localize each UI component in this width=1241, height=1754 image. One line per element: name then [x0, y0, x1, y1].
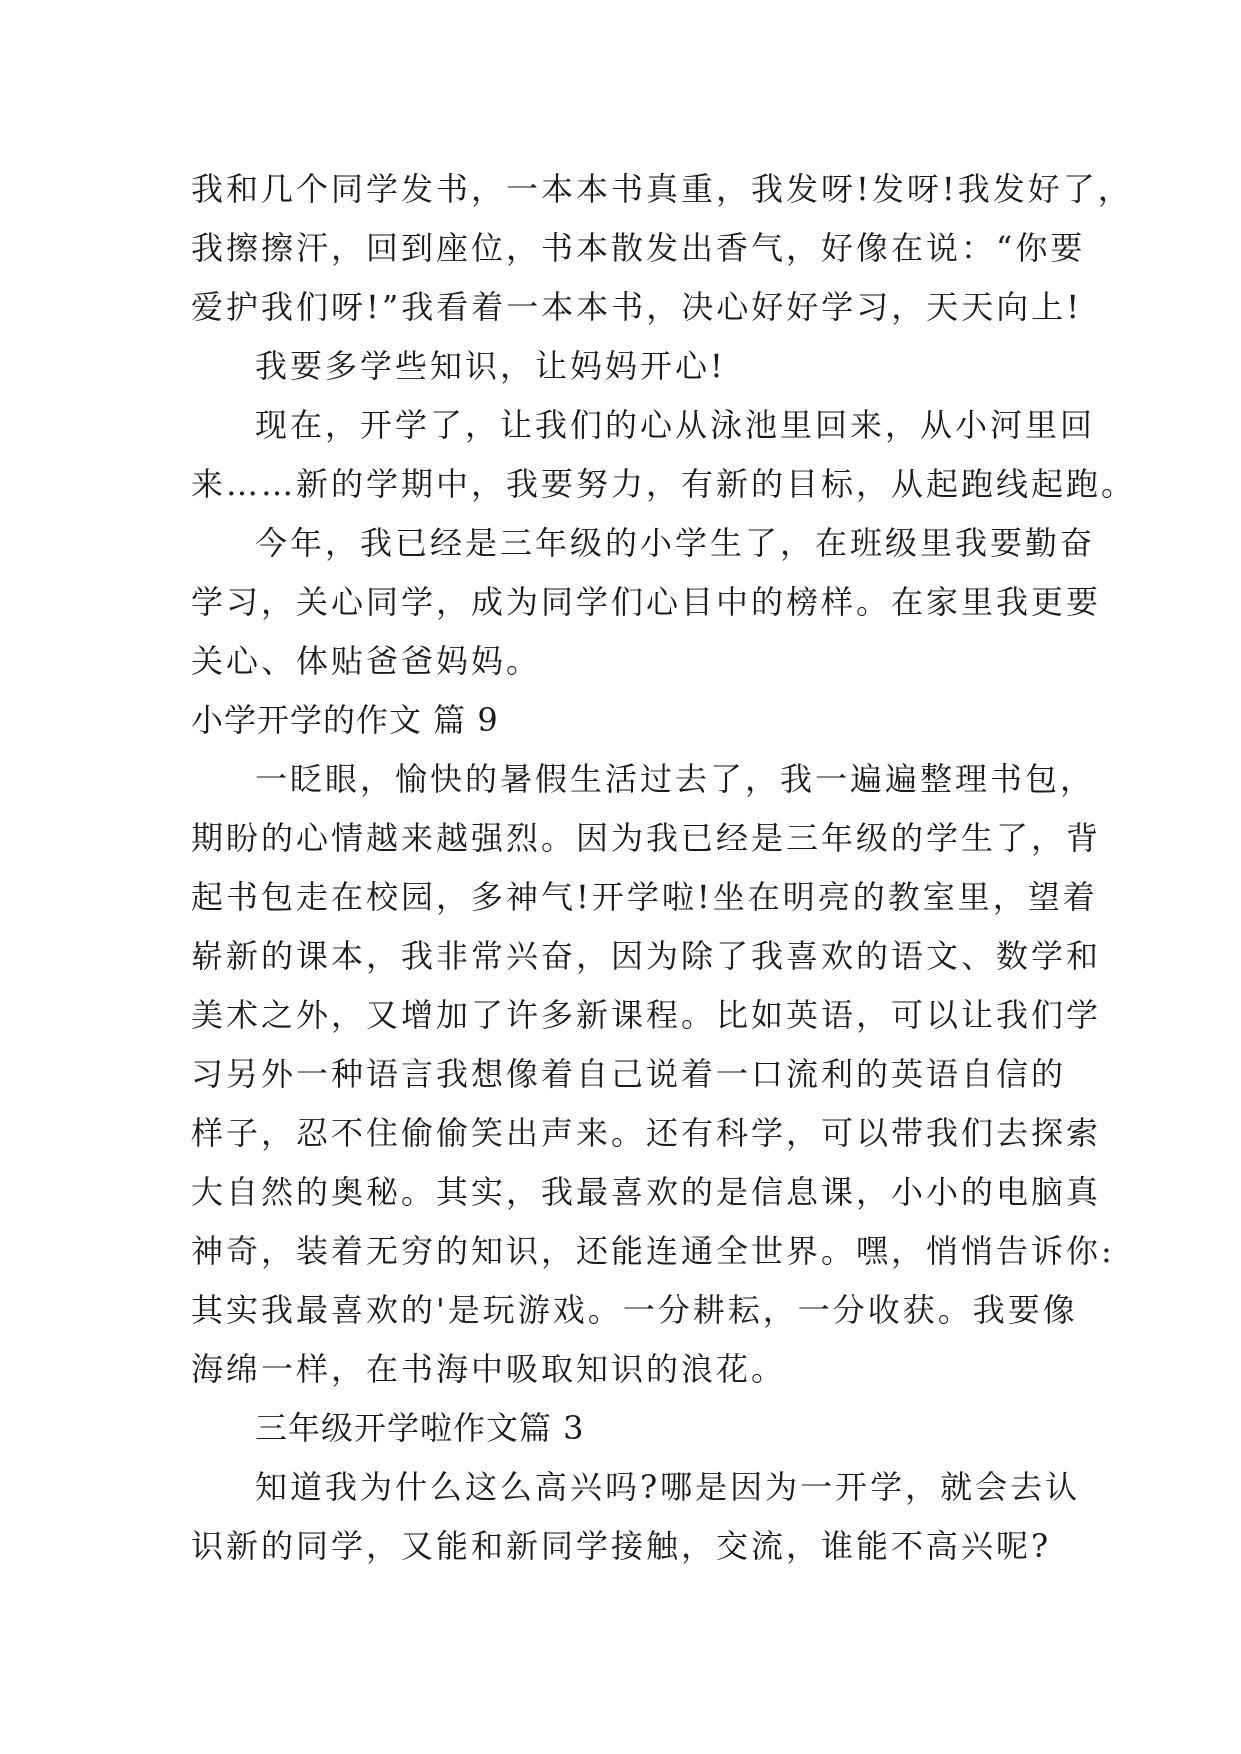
text-line: 爱护我们呀!”我看着一本本书，决心好好学习，天天向上! — [191, 288, 1083, 326]
text-line: 我和几个同学发书，一本本书真重，我发呀!发呀!我发好了， — [191, 170, 1133, 208]
text-line: 习另外一种语言我想像着自己说着一口流利的英语自信的 — [191, 1055, 1067, 1093]
text-line: 海绵一样，在书海中吸取知识的浪花。 — [191, 1350, 787, 1388]
text-line: 神奇，装着无穷的知识，还能连通全世界。嘿，悄悄告诉你: — [191, 1232, 1115, 1270]
text-line: 今年，我已经是三年级的小学生了，在班级里我要勤奋 — [255, 524, 1096, 562]
text-line: 识新的同学，又能和新同学接触，交流，谁能不高兴呢? — [191, 1527, 1052, 1565]
text-line: 我擦擦汗，回到座位，书本散发出香气，好像在说：“你要 — [191, 229, 1086, 267]
text-line: 一眨眼，愉快的暑假生活过去了，我一遍遍整理书包， — [255, 760, 1096, 798]
text-line: 现在，开学了，让我们的心从泳池里回来，从小河里回 — [255, 406, 1096, 444]
section-heading: 小学开学的作文 篇 9 — [191, 701, 499, 739]
text-line: 关心、体贴爸爸妈妈。 — [191, 642, 542, 680]
text-line: 起书包走在校园，多神气!开学啦!坐在明亮的教室里，望着 — [191, 878, 1098, 916]
text-line: 我要多学些知识，让妈妈开心! — [255, 347, 726, 385]
document-body — [191, 160, 1137, 1576]
text-line: 学习，关心同学，成为同学们心目中的榜样。在家里我更要 — [191, 583, 1102, 621]
text-line: 期盼的心情越来越强烈。因为我已经是三年级的学生了，背 — [191, 819, 1102, 857]
text-line: 来……新的学期中，我要努力，有新的目标，从起跑线起跑。 — [191, 465, 1137, 503]
text-line: 美术之外，又增加了许多新课程。比如英语，可以让我们学 — [191, 996, 1102, 1034]
text-line: 大自然的奥秘。其实，我最喜欢的是信息课，小小的电脑真 — [191, 1173, 1102, 1211]
text-line: 样子，忍不住偷偷笑出声来。还有科学，可以带我们去探索 — [191, 1114, 1102, 1152]
text-line: 崭新的课本，我非常兴奋，因为除了我喜欢的语文、数学和 — [191, 937, 1102, 975]
text-line: 其实我最喜欢的'是玩游戏。一分耕耘，一分收获。我要像 — [191, 1291, 1078, 1329]
text-line: 知道我为什么这么高兴吗?哪是因为一开学，就会去认 — [255, 1468, 1081, 1506]
section-heading: 三年级开学啦作文篇 3 — [255, 1409, 585, 1447]
